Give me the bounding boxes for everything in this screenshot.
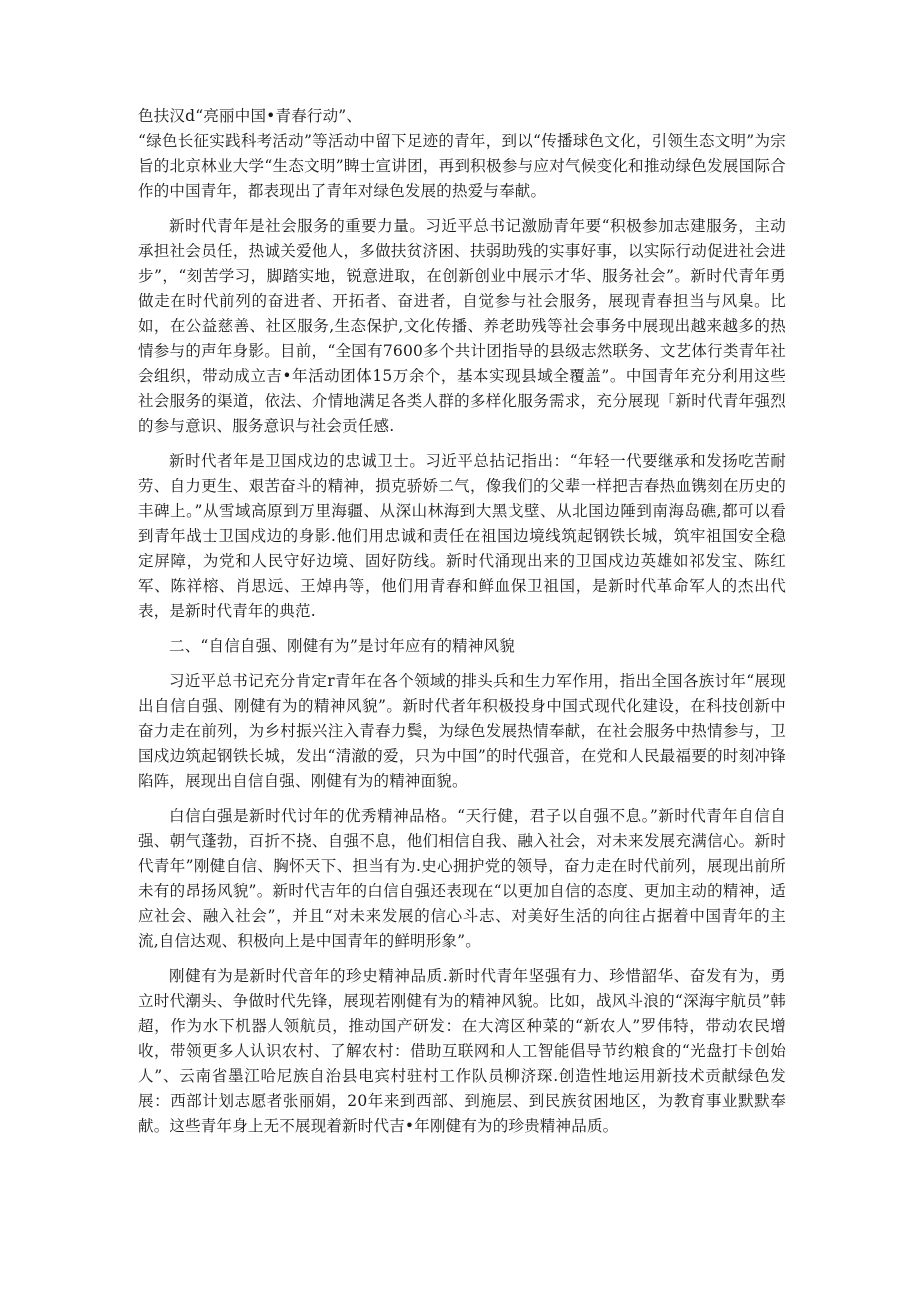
paragraph-fragment-line: 色扶汉d“亮丽中国•青春行动”、	[138, 107, 363, 125]
paragraph-spirit-overview: 习近平总书记充分肯定r青年在各个领域的排头兵和生力军作用，指出全国各族讨年“展现出自信自强、刚健有为的精神风貌”。新时代者年积极投身中国式现代化建设，在科技创新中奋力走在前列，为乡村振兴注入青春力鬓，为绿色发展热情奉献，在社会服务中热情参与，卫国戍边筑起钢铁长城，发出“清澈的爱，只为中国”的时代强音，在党和人民最福要的时刻冲锋陷阵，展现出自信自强、刚健有为的精神面貌。	[138, 672, 786, 790]
paragraph-social-service: 新时代青年是社会服务的重要力量。习近平总书记激励青年要“积极参加志建服务，主动承担社会员任，热诚关爱他人，多做扶贫济困、扶弱助残的实事好事，以实际行动促进社会进步”，“刻苦学习，脚踏实地，锐意进取，在创新创业中展示才华、服务社会”。新时代青年勇做走在时代前列的奋进者、开拓者、奋进者，自觉参与社会服务，展现青春担当与风臬。比如，在公益慈善、社区服务,生态保护,文化传播、养老助残等社会事务中展现出越来越多的热情参与的声年身影。目前，“全国有7600多个共计团指导的县级志然联务、文艺体行类青年社会组织，带动成立吉•年活动团体15万余个，基本实现县域全覆盖”。中国青年充分利用这些社会服务的渠道，依法、介情地满足各类人群的多样化服务需求，充分展现「新时代青年强烈的参与意识、服务意识与社会贡任感.	[138, 217, 786, 435]
paragraph-green-development: “绿色长征实践科考活动”等活动中留下足迹的青年，到以“传播球色文化，引领生态文明”为宗旨的北京林业大学“生态文明”睥士宣讲团，再到积极参与应对气候变化和推动绿色发展国际合作的中国青年，都表现出了青年对绿色发展的热爱与奉献。	[138, 132, 786, 200]
paragraph-vigorous-action: 刚健有为是新时代音年的珍史精神品质.新时代青年坚强有力、珍惜韶华、奋发有为，勇立时代潮头、争做时代先锋，展现若刚健有为的精神风貌。比如，战风斗浪的“深海宇航员”韩超，作为水下机器人领航员，推动国产研发：在大湾区种菜的“新农人”罗伟特，带动农民增收，带领更多人认识农村、了解农村：借助互联网和人工智能倡导节约粮食的“光盘打卡创始人”、云南省墨江哈尼族自治县电宾村驻村工作队员柳济琛.创造性地运用新技术贡献绿色发展：西部计划志愿者张丽娟，20年来到西部、到施层、到民族贫困地区，为教育事业默默奉献。这些青年身上无不展现着新时代吉•年刚健有为的珍贵精神品质。	[138, 967, 786, 1135]
section-heading-2: 二、“自信自强、刚健有为”是讨年应有的精神风貌	[169, 637, 515, 655]
document-body	[138, 104, 786, 1149]
paragraph-border-defense: 新时代者年是卫国戍边的忠诚卫士。习近平总拈记指出：“年轻一代要继承和发扬吃苦耐劳、自力更生、艰苦奋斗的精神，损克骄娇二气，像我们的父辈一样把吉春热血镌刻在历史的丰碑上。”从雪域高原到万里海疆、从深山林海到大黑戈壁、从北国边陲到南海岛礁,都可以看到青年战士卫国戍边的身影.他们用忠诚和责任在祖国边境线筑起钢铁长城，筑牢祖国安全稳定屏障，为党和人民守好边境、固好防线。新时代涌现出来的卫国戍边英雄如祁发宝、陈红军、陈祥榕、肖思远、王焯冉等，他们用青春和鲜血保卫祖国，是新时代革命军人的杰出代表，是新时代青年的典范.	[138, 452, 786, 620]
paragraph-self-confidence: 白信白强是新时代讨年的优秀精神品格。“天行健，君子以自强不息。”新时代青年自信自强、朝气蓬勃，百折不挠、自强不息，他们相信自我、融入社会，对未来发展充满信心。新时代青年”刚健自信、胸怀天下、担当有为.史心拥护党的领导，奋力走在时代前列，展现出前所未有的昂扬风貌”。新时代吉年的白信自强还表现在“以更加自信的态度、更加主动的精神，适应社会、融入社会”，并且“对未来发展的信心斗志、对美好生活的向往占据着中国青年的主流,自信达观、积极向上是中国青年的鲜明形象”。	[138, 807, 786, 950]
